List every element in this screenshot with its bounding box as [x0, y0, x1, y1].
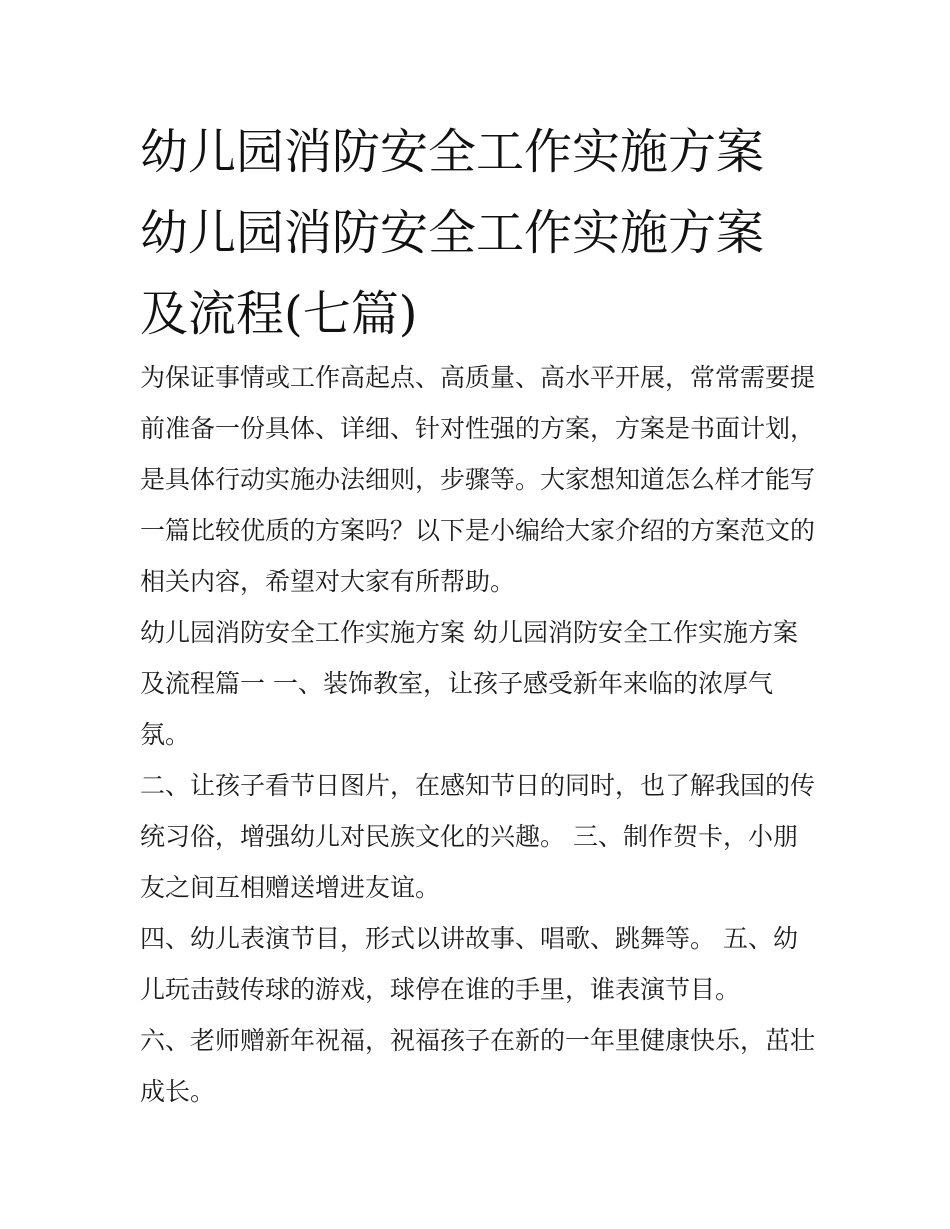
text-line: 友之间互相赠送增进友谊。: [140, 873, 441, 902]
text-line: 儿玩击鼓传球的游戏，球停在谁的手里，谁表演节目。: [140, 975, 741, 1004]
text-line: 为保证事情或工作高起点、高质量、高水平开展，常常需要提: [140, 363, 816, 392]
title-line: 幼儿园消防安全工作实施方案: [140, 124, 765, 180]
text-line: 幼儿园消防安全工作实施方案 幼儿园消防安全工作实施方案: [140, 618, 798, 647]
text-line: 四、幼儿表演节目，形式以讲故事、唱歌、跳舞等。 五、幼: [140, 924, 798, 953]
title-line: 幼儿园消防安全工作实施方案: [140, 205, 765, 261]
text-line: 是具体行动实施办法细则，步骤等。大家想知道怎么样才能写: [140, 465, 816, 494]
text-line: 一篇比较优质的方案吗？以下是小编给大家介绍的方案范文的: [140, 516, 816, 545]
title-line: 及流程(七篇): [140, 286, 418, 342]
text-line: 前准备一份具体、详细、针对性强的方案，方案是书面计划，: [140, 414, 816, 443]
section-four-five-paragraph: [140, 913, 820, 1015]
text-line: 二、让孩子看节日图片，在感知节日的同时，也了解我国的传: [140, 771, 816, 800]
section-one-paragraph: [140, 607, 820, 760]
document-title: [140, 112, 820, 355]
text-line: 成长。: [140, 1077, 216, 1106]
text-line: 相关内容，希望对大家有所帮助。: [140, 567, 516, 596]
section-two-three-paragraph: [140, 760, 820, 913]
text-line: 六、老师赠新年祝福，祝福孩子在新的一年里健康快乐，茁壮: [140, 1026, 816, 1055]
section-six-paragraph: [140, 1015, 820, 1117]
intro-paragraph: [140, 352, 820, 607]
text-line: 氛。: [140, 720, 191, 749]
document-body: [140, 352, 820, 1117]
text-line: 统习俗，增强幼儿对民族文化的兴趣。 三、制作贺卡，小朋: [140, 822, 798, 851]
text-line: 及流程篇一 一、装饰教室，让孩子感受新年来临的浓厚气: [140, 669, 773, 698]
